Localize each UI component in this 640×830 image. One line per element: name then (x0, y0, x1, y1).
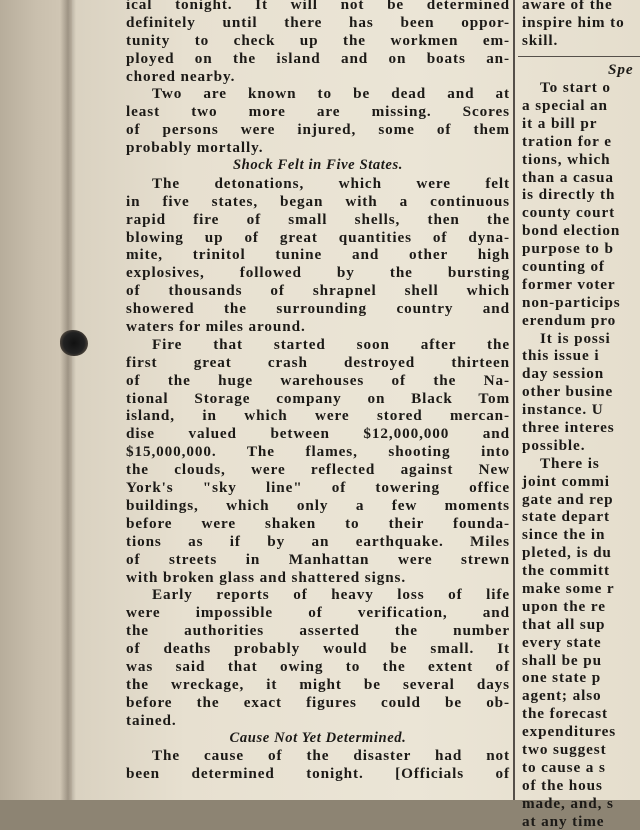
text-line: least two more are missing. Scores (126, 103, 510, 121)
text-line: The cause of the disaster had not (152, 747, 510, 765)
text-line: instance. U (522, 401, 604, 419)
text-line: buildings, which only a few moments (126, 496, 510, 514)
text-line: expenditures (522, 723, 617, 741)
text-line: two suggest (522, 741, 607, 759)
text-line: the authorities asserted the number (126, 622, 510, 640)
subheading: Shock Felt in Five States. (232, 157, 404, 174)
text-line: than a casua (522, 168, 614, 186)
text-line: It is possi (540, 329, 611, 347)
text-line: tions as if by an earthquake. Miles (126, 532, 510, 550)
text-line: Spe (608, 61, 634, 79)
text-line: island, in which were stored mercan- (126, 407, 510, 425)
text-line: one state p (522, 669, 602, 687)
text-line: inspire him to (522, 13, 625, 31)
text-line: erendum pro (522, 311, 617, 329)
text-line: the committ (522, 562, 610, 580)
text-line: at any time (522, 812, 605, 830)
text-line: counting of (522, 257, 605, 275)
text-line: blowing up of great quantities of dyna- (126, 228, 510, 246)
text-line: tained. (126, 711, 177, 729)
text-line: showered the surrounding country and (126, 300, 510, 318)
text-line: definitely until there has been oppor- (126, 13, 510, 31)
text-line: to cause a s (522, 758, 606, 776)
text-line: state depart (522, 508, 610, 526)
text-line: ployed on the island and on boats an- (126, 49, 510, 67)
text-line: county court (522, 204, 616, 222)
column-rule (513, 0, 515, 800)
text-line: rapid fire of small shells, then the (126, 210, 510, 228)
column-divider (518, 56, 640, 58)
text-line: $15,000,000. The flames, shooting into (126, 443, 510, 461)
text-line: were impossible of verification, and (126, 604, 510, 622)
text-line: Two are known to be dead and at (152, 85, 510, 103)
text-line: in five states, began with a continuous (126, 192, 510, 210)
binding-gutter (60, 0, 76, 800)
text-line: upon the re (522, 597, 606, 615)
text-line: explosives, followed by the bursting (126, 264, 510, 282)
text-line: former voter (522, 275, 616, 293)
text-line: agent; also (522, 687, 602, 705)
text-line: the forecast (522, 705, 609, 723)
text-line: skill. (522, 31, 559, 49)
text-line: Early reports of heavy loss of life (152, 586, 510, 604)
text-line: tration for e (522, 132, 612, 150)
text-line: been determined tonight. [Officials of (126, 765, 510, 783)
text-line: this issue i (522, 347, 600, 365)
text-line: To start o (540, 79, 611, 97)
text-line: three interes (522, 418, 615, 436)
text-line: The detonations, which were felt (152, 174, 510, 192)
text-line: before the exact figures could be ob- (126, 693, 510, 711)
text-line: waters for miles around. (126, 318, 306, 336)
text-line: probably mortally. (126, 139, 264, 157)
text-line: tions, which (522, 150, 611, 168)
text-line: non-particips (522, 293, 621, 311)
text-line: possible. (522, 436, 586, 454)
text-line: chored nearby. (126, 67, 236, 85)
text-line: since the in (522, 526, 606, 544)
text-line: of thousands of shrapnel shell which (126, 282, 510, 300)
text-line: of the hous (522, 776, 603, 794)
text-line: of deaths probably would be small. It (126, 640, 510, 658)
text-line: ical tonight. It will not be determined (126, 0, 510, 13)
text-line: before were shaken to their founda- (126, 514, 510, 532)
text-line: a special an (522, 96, 608, 114)
text-line: it a bill pr (522, 114, 598, 132)
text-line: tional Storage company on Black Tom (126, 389, 510, 407)
binding-hole (60, 330, 88, 356)
text-line: dise valued between $12,000,000 and (126, 425, 510, 443)
text-line: Fire that started soon after the (152, 335, 510, 353)
text-line: the clouds, were reflected against New (126, 461, 510, 479)
text-line: gate and rep (522, 490, 614, 508)
text-line: aware of the (522, 0, 613, 13)
text-line: with broken glass and shattered signs. (126, 568, 407, 586)
text-line: bond election (522, 222, 621, 240)
text-line: every state (522, 633, 602, 651)
article-column-main (126, 0, 510, 783)
text-line: York's "sky line" of towering office (126, 479, 510, 497)
text-line: the wreckage, it might be several days (126, 675, 510, 693)
text-line: of streets in Manhattan were strewn (126, 550, 510, 568)
text-line: was said that owing to the extent of (126, 657, 510, 675)
text-line: mite, trinitol tunine and other high (126, 246, 510, 264)
text-line: shall be pu (522, 651, 602, 669)
text-line: first great crash destroyed thirteen (126, 353, 510, 371)
text-line: tunity to check up the workmen em- (126, 31, 510, 49)
text-line: that all sup (522, 615, 606, 633)
subheading: Cause Not Yet Determined. (229, 729, 407, 746)
text-line: of persons were injured, some of them (126, 121, 510, 139)
text-line: of the huge warehouses of the Na- (126, 371, 510, 389)
text-line: make some r (522, 580, 615, 597)
text-line: other busine (522, 383, 614, 401)
article-column-right (522, 0, 640, 830)
text-line: made, and, s (522, 794, 614, 812)
text-line: There is (540, 454, 600, 472)
text-line: purpose to b (522, 240, 614, 258)
text-line: day session (522, 365, 605, 383)
text-line: pleted, is du (522, 544, 612, 562)
text-line: is directly th (522, 186, 616, 204)
text-line: joint commi (522, 472, 610, 490)
